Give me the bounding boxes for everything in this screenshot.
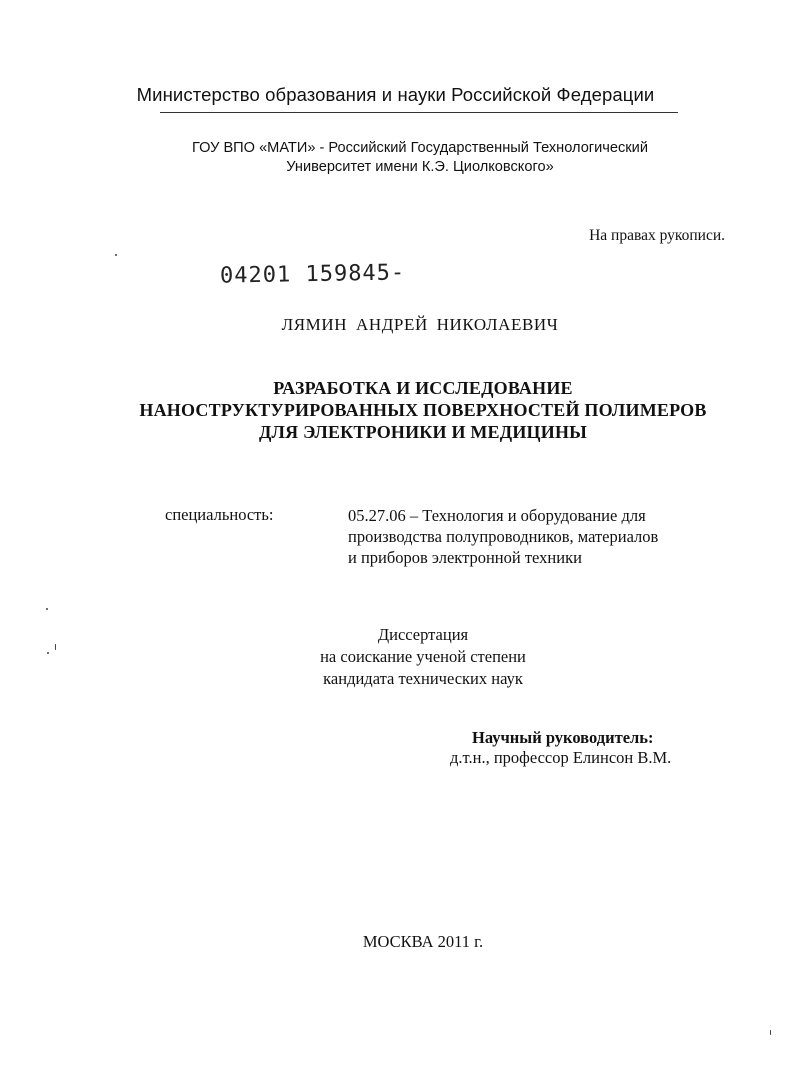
title-line-3: ДЛЯ ЭЛЕКТРОНИКИ И МЕДИЦИНЫ	[258, 422, 588, 442]
specialty-line-3: и приборов электронной техники	[348, 548, 582, 567]
rights-note: На правах рукописи.	[589, 227, 725, 244]
advisor-label: Научный руководитель:	[472, 728, 654, 747]
scan-speck	[770, 1030, 771, 1035]
university-name-line-2: Университет имени К.Э. Циолковского»	[286, 159, 554, 175]
scan-speck	[46, 608, 48, 610]
ministry-heading: Министерство образования и науки Российской Федерации	[136, 84, 655, 105]
dissertation-line-3: кандидата технических наук	[323, 669, 523, 688]
dissertation-degree	[0, 624, 791, 690]
scan-speck	[55, 644, 56, 650]
title-line-1: РАЗРАБОТКА И ИССЛЕДОВАНИЕ	[273, 378, 573, 398]
specialty-label: специальность:	[165, 505, 274, 524]
specialty-description	[348, 505, 658, 568]
handwritten-registration-number: 04201 159845-	[219, 260, 406, 289]
dissertation-title	[0, 377, 791, 443]
scan-speck	[115, 254, 117, 256]
university-name-line-1: ГОУ ВПО «МАТИ» - Российский Государственный Технологический	[192, 140, 648, 156]
specialty-line-2: производства полупроводников, материалов	[348, 527, 659, 546]
specialty-line-1: 05.27.06 – Технология и оборудование для	[348, 506, 646, 525]
heading-divider	[160, 112, 678, 113]
city-year: МОСКВА 2011 г.	[362, 932, 484, 951]
author-name: ЛЯМИН АНДРЕЙ НИКОЛАЕВИЧ	[281, 315, 559, 334]
title-line-2: НАНОСТРУКТУРИРОВАННЫХ ПОВЕРХНОСТЕЙ ПОЛИМЕРОВ	[139, 400, 707, 420]
scan-speck	[47, 652, 49, 654]
dissertation-line-1: Диссертация	[377, 625, 469, 644]
advisor-name: д.т.н., профессор Елинсон В.М.	[450, 748, 672, 767]
dissertation-line-2: на соискание ученой степени	[320, 647, 526, 666]
